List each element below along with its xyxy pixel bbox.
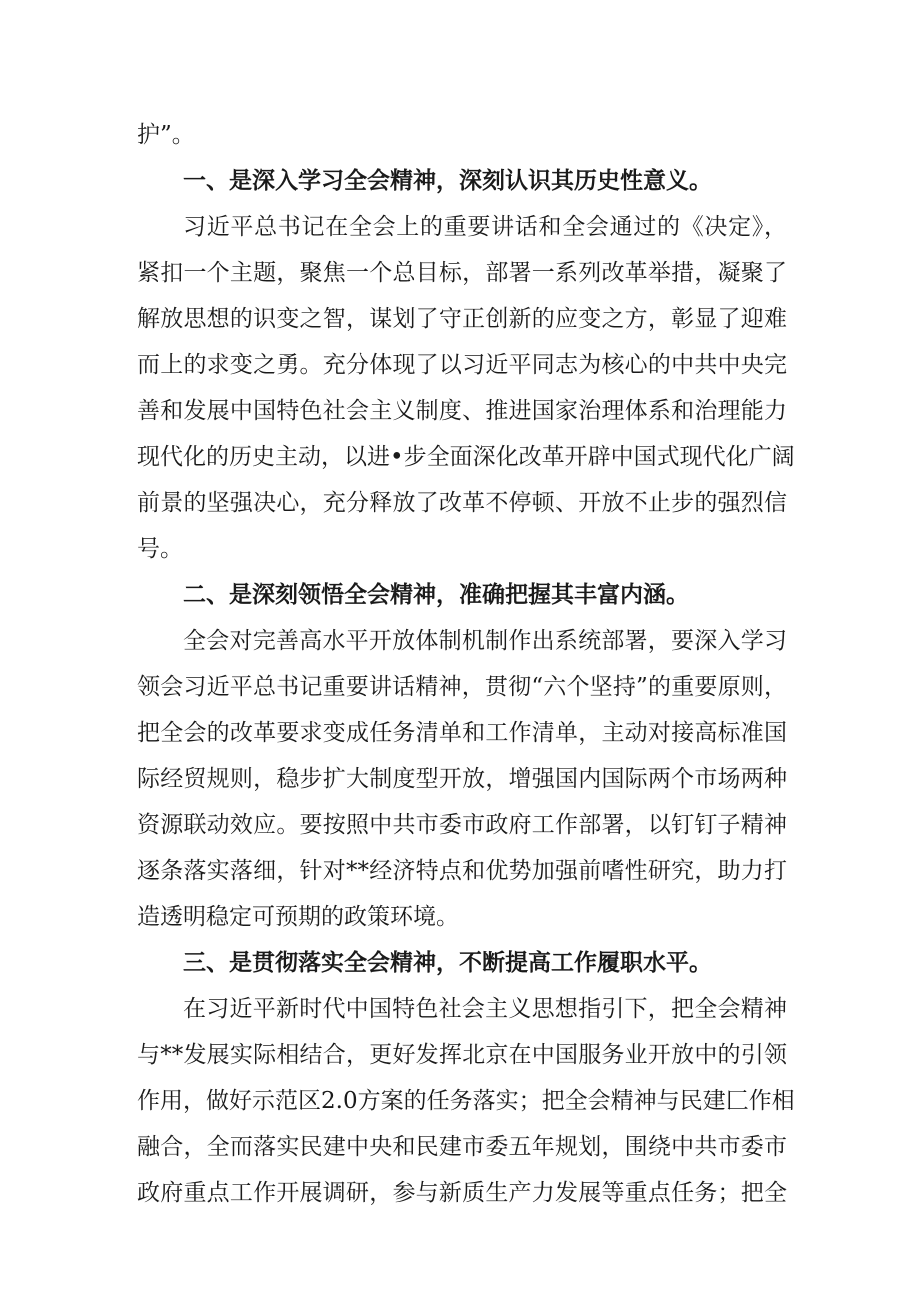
- text-line: 领会习近平总书记重要讲话精神，贯彻“六个坚持”的重要原则，: [137, 674, 787, 700]
- text-line: 把全会的改革要求变成任务清单和工作清单，主动对接高标准国: [137, 720, 787, 746]
- text-line: 前景的坚强决心，充分释放了改革不停顿、开放不止步的强烈信: [137, 490, 787, 516]
- text-line: 作用，做好示范区2.0方案的任务落实；把全会精神与民建匚作相: [137, 1088, 795, 1114]
- text-line: 在习近平新时代中国特色社会主义思想指引下，把全会精神: [183, 996, 787, 1022]
- text-line: 全会对完善高水平开放体制机制作出系统部署，要深入学习: [183, 628, 787, 654]
- text-line: 习近平总书记在全会上的重要讲话和全会通过的《决定》，: [183, 214, 787, 240]
- text-line: 善和发展中国特色社会主义制度、推进国家治理体系和治理能力: [137, 398, 787, 424]
- text-line: 现代化的历史主动，以进•步全面深化改革开辟中国式现代化广阔: [137, 444, 795, 470]
- text-line: 护”。: [137, 122, 195, 148]
- text-line: 而上的求变之勇。充分体现了以习近平同志为核心的中共中央完: [137, 352, 787, 378]
- text-line: 号。: [137, 536, 183, 562]
- section-heading-1: 一、是深入学习全会精神，深刻认识其历史性意义。: [183, 167, 712, 194]
- text-line: 解放思想的识变之智，谋划了守正创新的应变之方，彰显了迎难: [137, 306, 787, 332]
- text-line: 融合，全而落实民建中央和民建市委五年规划，围绕中共市委市: [137, 1134, 787, 1160]
- text-line: 造透明稳定可预期的政策环境。: [137, 904, 459, 930]
- text-line: 际经贸规则，稳步扩大制度型开放，增强国内国际两个市场两种: [137, 766, 787, 792]
- section-heading-3: 三、是贯彻落实全会精神，不断提高工作履职水平。: [183, 949, 712, 976]
- text-line: 政府重点工作开展调研，参与新质生产力发展等重点任务；把全: [137, 1180, 787, 1206]
- text-line: 资源联动效应。要按照中共市委市政府工作部署，以钉钉子精神: [137, 812, 787, 838]
- text-line: 与**发展实际相结合，更好发挥北京在中国服务业开放中的引领: [137, 1042, 787, 1068]
- section-heading-2: 二、是深刻领悟全会精神，准确把握其丰富内涵。: [183, 581, 689, 608]
- text-line: 逐条落实落细，针对**经济特点和优势加强前嗜性研究，助力打: [137, 858, 787, 884]
- document-page: [137, 112, 795, 1216]
- text-line: 紧扣一个主题，聚焦一个总目标，部署一系列改革举措，凝聚了: [137, 260, 787, 286]
